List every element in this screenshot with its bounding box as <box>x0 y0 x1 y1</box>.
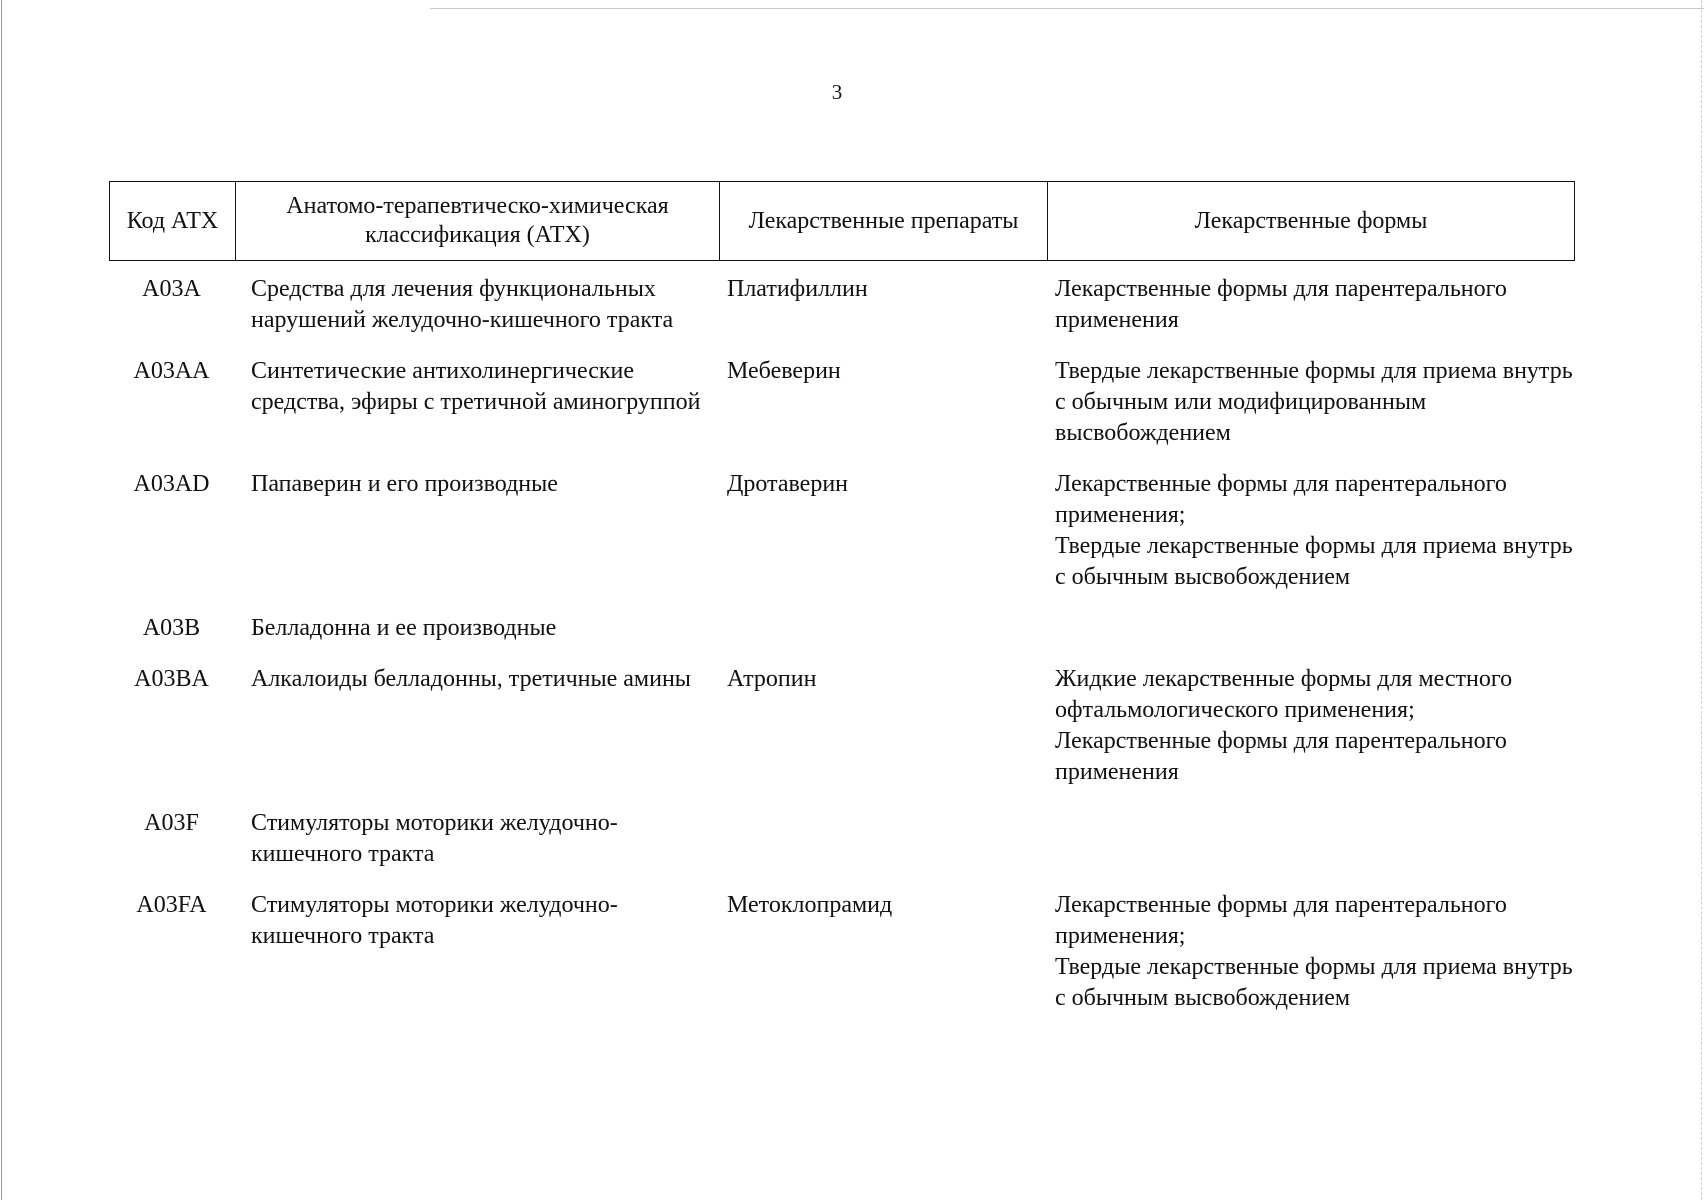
drug-name: Метоклопрамид <box>727 892 893 918</box>
table-row <box>109 664 1575 788</box>
atc-code: A03FA <box>136 892 207 918</box>
table-row <box>109 469 1575 593</box>
scan-edge-right <box>1701 0 1702 1200</box>
drug-name <box>718 808 1046 870</box>
table-row <box>109 613 1575 644</box>
dosage-forms <box>1046 613 1575 644</box>
atc-classification: Алкалоиды белладонны, третичные амины <box>251 666 691 692</box>
dosage-form: Лекарственные формы для парентерального применения; <box>1055 892 1507 949</box>
table-row <box>109 356 1575 449</box>
scan-edge-top <box>430 8 1704 9</box>
page-number: 3 <box>831 80 843 104</box>
header-classification: Анатомо-терапевтическо-химическая классификация (АТХ) <box>235 182 719 260</box>
table-row <box>109 890 1575 1014</box>
table-row <box>109 274 1575 336</box>
atc-code: A03BA <box>134 666 209 692</box>
atc-code: A03F <box>144 810 199 836</box>
header-drugs: Лекарственные препараты <box>719 182 1047 260</box>
dosage-form: Твердые лекарственные формы для приема внутрь с обычным или модифицированным высвобождением <box>1055 358 1573 446</box>
atc-code: A03A <box>142 276 201 302</box>
dosage-form: Лекарственные формы для парентерального применения; <box>1055 471 1507 528</box>
dosage-forms <box>1046 274 1575 336</box>
scan-edge-left <box>1 0 2 1200</box>
table-header <box>109 181 1575 261</box>
atc-classification: Средства для лечения функциональных нарушений желудочно-кишечного тракта <box>251 276 674 333</box>
drug-name: Атропин <box>727 666 817 692</box>
atc-code: A03AA <box>133 358 210 384</box>
dosage-forms <box>1046 356 1575 449</box>
atc-code: A03B <box>142 615 201 641</box>
dosage-form: Лекарственные формы для парентерального применения <box>1055 728 1507 785</box>
dosage-form: Лекарственные формы для парентерального применения <box>1055 276 1507 333</box>
atc-classification: Папаверин и его производные <box>251 471 558 497</box>
header-forms: Лекарственные формы <box>1047 182 1574 260</box>
dosage-forms <box>1046 890 1575 1014</box>
dosage-form: Жидкие лекарственные формы для местного офтальмологического применения; <box>1055 666 1513 723</box>
drug-name: Мебеверин <box>727 358 841 384</box>
table-row <box>109 808 1575 870</box>
atc-classification: Белладонна и ее производные <box>251 615 557 641</box>
dosage-forms <box>1046 808 1575 870</box>
atc-classification: Стимуляторы моторики желудочно-кишечного тракта <box>251 892 618 949</box>
atc-classification: Синтетические антихолинергические средства, эфиры с третичной аминогруппой <box>251 358 701 415</box>
dosage-forms <box>1046 664 1575 788</box>
drug-name <box>718 613 1046 644</box>
dosage-forms <box>1046 469 1575 593</box>
atc-classification: Стимуляторы моторики желудочно-кишечного тракта <box>251 810 618 867</box>
header-code: Код АТХ <box>126 207 219 234</box>
dosage-form: Твердые лекарственные формы для приема внутрь с обычным высвобождением <box>1055 533 1573 590</box>
drug-name: Платифиллин <box>727 276 868 302</box>
table-body <box>109 274 1575 1034</box>
dosage-form: Твердые лекарственные формы для приема внутрь с обычным высвобождением <box>1055 954 1573 1011</box>
atc-code: A03AD <box>133 471 210 497</box>
drug-name: Дротаверин <box>727 471 849 497</box>
